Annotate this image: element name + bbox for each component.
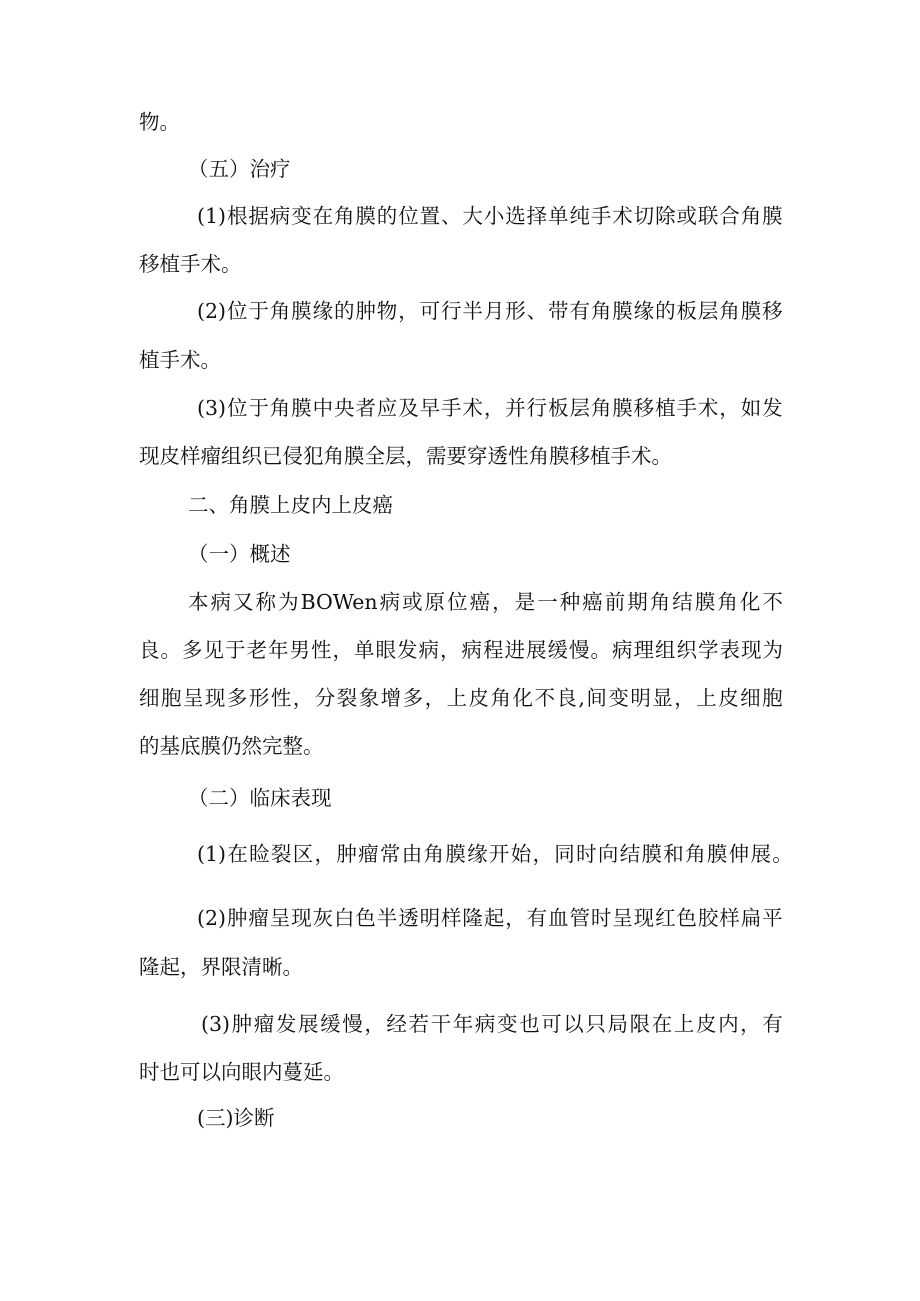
glyph: 膜: [740, 299, 762, 323]
glyph: 向: [597, 842, 619, 866]
glyph: 在: [651, 1012, 673, 1036]
glyph: 并: [505, 396, 526, 420]
glyph: ，: [674, 686, 695, 710]
glyph: (3): [201, 1012, 231, 1036]
glyph: 慢: [569, 638, 590, 662]
paragraph-line: 隆起，界限清晰。: [139, 955, 303, 979]
glyph: 时: [576, 842, 597, 866]
glyph: 显: [652, 686, 673, 710]
glyph: 胶: [697, 906, 719, 930]
glyph: (2): [197, 906, 227, 930]
glyph: 开: [488, 842, 510, 866]
glyph: 术: [697, 396, 719, 420]
paragraph-line: [197, 297, 783, 325]
glyph: 选: [505, 204, 526, 228]
glyph: 膜: [762, 204, 783, 228]
glyph: 缘: [312, 299, 334, 323]
glyph: 年: [452, 1012, 474, 1036]
glyph: 现: [204, 686, 226, 710]
glyph: 学: [698, 638, 719, 662]
glyph: 化: [739, 590, 761, 614]
glyph: 形: [505, 299, 526, 323]
glyph: 良: [556, 686, 577, 710]
glyph: (3): [197, 396, 227, 420]
glyph: 细: [740, 686, 761, 710]
glyph: 半: [462, 299, 483, 323]
glyph: 癌: [469, 590, 491, 614]
glyph: 及: [398, 396, 419, 420]
glyph: 或: [676, 204, 697, 228]
glyph: 早: [419, 396, 441, 420]
glyph: 灰: [312, 906, 334, 930]
glyph: 皮: [718, 686, 739, 710]
glyph: (2): [197, 299, 227, 323]
glyph: 组: [655, 638, 676, 662]
paragraph-line: 时也可以向眼内蔓延。: [139, 1060, 344, 1084]
glyph: 层: [697, 299, 719, 323]
glyph: 有: [526, 906, 548, 930]
glyph: 缘: [467, 842, 488, 866]
glyph: 缘: [633, 299, 655, 323]
glyph: 干: [430, 1012, 452, 1036]
glyph: 。: [160, 638, 181, 662]
glyph: 扁: [740, 906, 762, 930]
subsection-heading: (三)诊断: [197, 1106, 275, 1130]
glyph: 始: [510, 842, 532, 866]
glyph: 和: [663, 842, 684, 866]
glyph: ，: [532, 842, 553, 866]
glyph: 伸: [728, 842, 750, 866]
glyph: 膜: [291, 299, 312, 323]
glyph: 植: [655, 396, 676, 420]
glyph: 角: [649, 590, 671, 614]
glyph: 带: [548, 299, 569, 323]
glyph: 、: [441, 204, 462, 228]
glyph: 角: [717, 590, 738, 614]
glyph: 期: [627, 590, 648, 614]
glyph: 可: [541, 1012, 562, 1036]
glyph: ，: [332, 638, 353, 662]
glyph: 理: [633, 638, 654, 662]
glyph: 红: [655, 906, 676, 930]
glyph: 结: [619, 842, 641, 866]
glyph: 经: [386, 1012, 407, 1036]
glyph: 肿: [231, 1012, 253, 1036]
glyph: 起: [483, 906, 505, 930]
glyph: 区: [292, 842, 314, 866]
paragraph-line: [197, 394, 783, 422]
glyph: 瘤: [253, 1012, 275, 1036]
glyph: 术: [612, 204, 633, 228]
glyph: 也: [519, 1012, 540, 1036]
paragraph-line: [139, 636, 783, 664]
glyph: ，: [314, 842, 336, 866]
glyph: 移: [633, 396, 655, 420]
glyph: 手: [676, 396, 697, 420]
glyph: 角: [333, 204, 355, 228]
glyph: 眼: [375, 638, 396, 662]
glyph: 术: [462, 396, 483, 420]
glyph: 肿: [355, 299, 376, 323]
glyph: 单: [548, 204, 569, 228]
glyph: 板: [548, 396, 569, 420]
glyph: 膜: [694, 590, 716, 614]
glyph: 性: [311, 638, 332, 662]
glyph: 程: [483, 638, 504, 662]
glyph: 呈: [612, 906, 633, 930]
glyph: 局: [607, 1012, 629, 1036]
paragraph-line: [197, 904, 783, 932]
glyph: 择: [526, 204, 548, 228]
glyph: BOWen: [300, 590, 378, 614]
glyph: 联: [697, 204, 719, 228]
glyph: 进: [504, 638, 525, 662]
glyph: 膜: [355, 204, 376, 228]
glyph: 行: [526, 396, 548, 420]
glyph: 慢: [342, 1012, 363, 1036]
paragraph-line: [139, 684, 783, 712]
glyph: 是: [514, 590, 536, 614]
glyph: 板: [676, 299, 697, 323]
glyph: 为: [762, 638, 783, 662]
glyph: 位: [226, 299, 248, 323]
glyph: 称: [255, 590, 277, 614]
glyph: 呈: [269, 906, 291, 930]
glyph: 平: [762, 906, 783, 930]
glyph: 据: [248, 204, 269, 228]
glyph: 变: [291, 204, 312, 228]
glyph: 央: [333, 396, 355, 420]
glyph: 角: [590, 299, 612, 323]
glyph: 有: [762, 1012, 783, 1036]
glyph: 老: [246, 638, 267, 662]
glyph: 如: [740, 396, 762, 420]
glyph: 为: [278, 590, 299, 614]
glyph: ，: [424, 686, 446, 710]
glyph: 于: [248, 396, 269, 420]
glyph: ，: [740, 1012, 761, 1036]
glyph: 细: [139, 686, 160, 710]
glyph: 分: [314, 686, 336, 710]
glyph: 多: [182, 638, 203, 662]
glyph: 间: [586, 686, 607, 710]
glyph: 。: [772, 842, 793, 866]
glyph: 中: [312, 396, 334, 420]
glyph: 大: [462, 204, 483, 228]
glyph: 物: [376, 299, 398, 323]
glyph: 小: [483, 204, 505, 228]
glyph: 置: [419, 204, 441, 228]
glyph: 缓: [547, 638, 568, 662]
glyph: 前: [604, 590, 626, 614]
glyph: 不: [534, 686, 555, 710]
glyph: 位: [447, 590, 468, 614]
glyph: 展: [297, 1012, 319, 1036]
glyph: 样: [719, 906, 740, 930]
glyph: 结: [672, 590, 693, 614]
glyph: 半: [376, 906, 398, 930]
glyph: 血: [548, 906, 569, 930]
glyph: ，: [364, 1012, 385, 1036]
glyph: 裂: [336, 686, 358, 710]
glyph: 一: [537, 590, 558, 614]
glyph: 病: [474, 1012, 496, 1036]
glyph: 移: [762, 299, 783, 323]
glyph: 发: [397, 638, 418, 662]
glyph: 肿: [226, 906, 248, 930]
glyph: 由: [401, 842, 423, 866]
glyph: 根: [226, 204, 248, 228]
glyph: 有: [569, 299, 590, 323]
glyph: ，: [505, 906, 526, 930]
glyph: 时: [590, 906, 612, 930]
glyph: 展: [750, 842, 771, 866]
glyph: 年: [268, 638, 289, 662]
paragraph-line: [197, 202, 783, 230]
subsection-heading: （二）临床表现: [188, 786, 332, 810]
glyph: ，: [483, 396, 505, 420]
glyph: 呈: [182, 686, 204, 710]
glyph: 病: [269, 204, 291, 228]
glyph: 单: [354, 638, 375, 662]
glyph: 月: [483, 299, 505, 323]
glyph: 明: [630, 686, 651, 710]
paragraph-line: 的基底膜仍然完整。: [139, 734, 324, 758]
glyph: 角: [490, 686, 511, 710]
text-line: 物。: [139, 110, 180, 134]
glyph: 。: [590, 638, 611, 662]
glyph: 角: [590, 396, 612, 420]
glyph: 膜: [291, 396, 312, 420]
glyph: 角: [740, 204, 762, 228]
glyph: 增: [380, 686, 402, 710]
glyph: 展: [526, 638, 547, 662]
glyph: 的: [333, 299, 355, 323]
glyph: 者: [355, 396, 376, 420]
glyph: 膜: [641, 842, 662, 866]
glyph: 见: [203, 638, 224, 662]
glyph: 病: [379, 590, 401, 614]
glyph: 色: [676, 906, 697, 930]
paragraph-line: [188, 588, 783, 616]
glyph: 手: [441, 396, 462, 420]
glyph: 内: [718, 1012, 739, 1036]
glyph: 位: [226, 396, 248, 420]
glyph: 胞: [160, 686, 182, 710]
glyph: 种: [559, 590, 581, 614]
glyph: 可: [419, 299, 441, 323]
glyph: (1): [197, 204, 227, 228]
glyph: 限: [629, 1012, 651, 1036]
glyph: 肿: [336, 842, 357, 866]
glyph: 隆: [462, 906, 483, 930]
glyph: ，: [292, 686, 314, 710]
glyph: ，: [398, 299, 419, 323]
glyph: 胞: [762, 686, 783, 710]
glyph: 在: [227, 842, 248, 866]
glyph: 性: [270, 686, 292, 710]
glyph: 上: [673, 1012, 695, 1036]
glyph: 原: [424, 590, 446, 614]
subsection-heading: （五）治疗: [188, 157, 291, 181]
glyph: 上: [696, 686, 717, 710]
glyph: 裂: [270, 842, 292, 866]
glyph: 现: [291, 906, 312, 930]
glyph: ,: [578, 686, 585, 710]
glyph: 多: [402, 686, 424, 710]
glyph: 或: [402, 590, 423, 614]
paragraph-line: 现皮样瘤组织已侵犯角膜全层，需要穿透性角膜移植手术。: [139, 444, 672, 468]
glyph: 白: [333, 906, 355, 930]
glyph: 上: [446, 686, 468, 710]
glyph: 层: [569, 396, 590, 420]
glyph: 行: [441, 299, 462, 323]
glyph: 应: [376, 396, 398, 420]
glyph: 以: [563, 1012, 584, 1036]
glyph: 织: [676, 638, 697, 662]
glyph: ，: [719, 396, 740, 420]
glyph: 象: [358, 686, 380, 710]
glyph: 位: [398, 204, 419, 228]
glyph: 在: [312, 204, 334, 228]
glyph: 角: [423, 842, 445, 866]
subsection-heading: （一）概述: [188, 542, 291, 566]
glyph: 多: [226, 686, 248, 710]
glyph: 癌: [582, 590, 603, 614]
glyph: 变: [496, 1012, 518, 1036]
glyph: 透: [398, 906, 419, 930]
glyph: 缓: [320, 1012, 341, 1036]
glyph: 病: [612, 638, 633, 662]
glyph: 手: [590, 204, 612, 228]
glyph: 变: [608, 686, 629, 710]
glyph: 表: [719, 638, 740, 662]
glyph: 发: [275, 1012, 297, 1036]
glyph: 同: [554, 842, 575, 866]
glyph: 纯: [569, 204, 590, 228]
glyph: 角: [719, 299, 740, 323]
glyph: 样: [441, 906, 462, 930]
glyph: 男: [289, 638, 310, 662]
paragraph-line: 植手术。: [139, 348, 221, 372]
glyph: 常: [379, 842, 401, 866]
glyph: ，: [492, 590, 513, 614]
glyph: 本: [188, 590, 209, 614]
glyph: 于: [248, 299, 269, 323]
glyph: 现: [741, 638, 762, 662]
glyph: 膜: [612, 396, 633, 420]
glyph: 合: [719, 204, 740, 228]
glyph: 形: [248, 686, 270, 710]
glyph: 膜: [445, 842, 466, 866]
glyph: 病: [418, 638, 439, 662]
glyph: 瘤: [248, 906, 269, 930]
glyph: 化: [512, 686, 533, 710]
glyph: 膜: [706, 842, 728, 866]
glyph: 瘤: [358, 842, 379, 866]
glyph: 若: [408, 1012, 430, 1036]
glyph: (1): [197, 842, 227, 866]
glyph: 只: [585, 1012, 606, 1036]
glyph: 又: [233, 590, 254, 614]
glyph: 除: [655, 204, 676, 228]
glyph: 的: [655, 299, 676, 323]
paragraph-line: [197, 840, 793, 868]
glyph: 睑: [249, 842, 270, 866]
glyph: 切: [633, 204, 655, 228]
glyph: 膜: [612, 299, 633, 323]
paragraph-line: 移植手术。: [139, 252, 242, 276]
glyph: 病: [210, 590, 232, 614]
glyph: 色: [355, 906, 376, 930]
glyph: 、: [526, 299, 548, 323]
glyph: 角: [269, 396, 291, 420]
glyph: 现: [633, 906, 655, 930]
glyph: 角: [685, 842, 706, 866]
glyph: 皮: [695, 1012, 717, 1036]
glyph: 的: [376, 204, 398, 228]
glyph: 于: [225, 638, 246, 662]
section-heading: 二、角膜上皮内上皮癌: [188, 493, 393, 517]
glyph: 角: [269, 299, 291, 323]
glyph: 管: [569, 906, 590, 930]
glyph: 不: [762, 590, 783, 614]
glyph: 皮: [468, 686, 490, 710]
glyph: 良: [139, 638, 160, 662]
glyph: 病: [461, 638, 482, 662]
glyph: ，: [440, 638, 461, 662]
glyph: 明: [419, 906, 441, 930]
paragraph-line: [201, 1010, 783, 1038]
glyph: 发: [762, 396, 783, 420]
